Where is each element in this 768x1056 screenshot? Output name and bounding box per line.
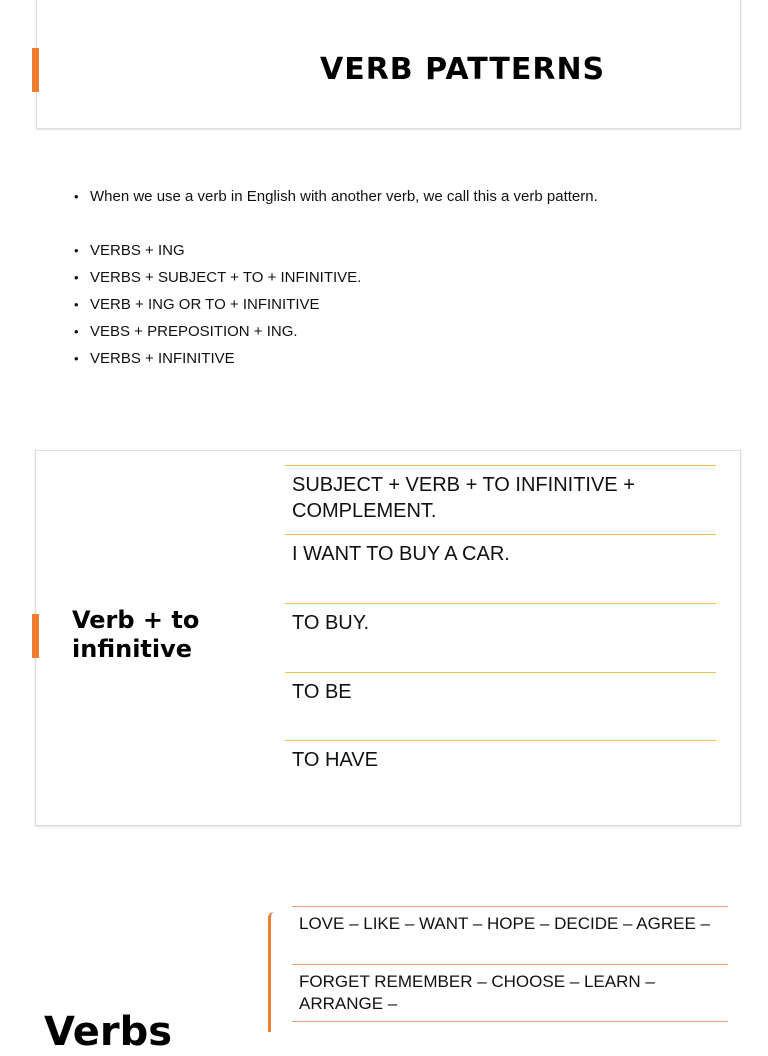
section-accent-bar <box>32 614 39 658</box>
section-heading <box>72 606 199 664</box>
intro-bullet-list <box>74 186 598 375</box>
list-item: • VERBS + ING <box>74 240 598 267</box>
heading-line: infinitive <box>72 635 193 663</box>
table-row: I WANT TO BUY A CAR. <box>285 534 716 603</box>
list-item: LOVE – LIKE – WANT – HOPE – DECIDE – AGREE – <box>292 906 728 964</box>
list-item: FORGET REMEMBER – CHOOSE – LEARN – ARRANGE – <box>292 964 728 1022</box>
table-row: TO BUY. <box>285 603 716 672</box>
table-row: SUBJECT + VERB + TO INFINITIVE + COMPLEMENT. <box>285 465 716 534</box>
list-item: • VERBS + SUBJECT + TO + INFINITIVE. <box>74 267 598 294</box>
table-row: TO BE <box>285 672 716 740</box>
title-accent-bar <box>32 48 39 92</box>
list-item: • When we use a verb in English with another verb, we call this a verb pattern. <box>74 186 598 213</box>
heading-line: Verb + to <box>72 606 200 634</box>
list-item: • VERBS + INFINITIVE <box>74 348 598 375</box>
section-heading-verbs: Verbs <box>44 1009 173 1055</box>
page-title: VERB PATTERNS <box>320 52 606 87</box>
list-item: • VEBS + PREPOSITION + ING. <box>74 321 598 348</box>
verb-list <box>292 906 728 1022</box>
table-row: TO HAVE <box>285 740 716 800</box>
curved-accent-bar <box>268 912 279 1032</box>
pattern-table <box>285 465 716 800</box>
list-item: • VERB + ING OR TO + INFINITIVE <box>74 294 598 321</box>
